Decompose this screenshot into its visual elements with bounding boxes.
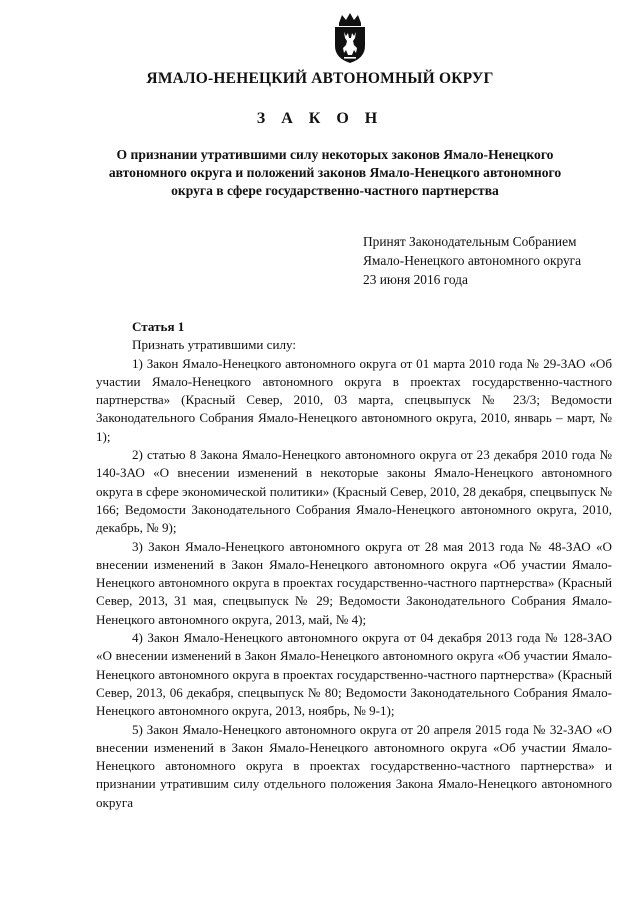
article-intro: Признать утратившими силу: (132, 337, 297, 353)
law-body (96, 318, 612, 812)
adoption-date: 23 июня 2016 года (363, 272, 468, 287)
list-item: 4) Закон Ямало-Ненецкого автономного округа от 04 декабря 2013 года № 128-ЗАО «О внесении изменений в Закон Ямало-Ненецкого автономного округа «Об участии Ямало-Ненецкого автономного округа в проектах государственно-частного партнерства» (Красный Север, 2013, 06 декабря, спецвыпуск № 80; Ведомости Законодательного Собрания Ямало-Ненецкого автономного округа, 2013, ноябрь, № 9-1); (96, 630, 612, 719)
document-type: З А К О Н (256, 110, 384, 127)
coat-of-arms-icon (330, 12, 370, 64)
list-item: 3) Закон Ямало-Ненецкого автономного округа от 28 мая 2013 года № 48-ЗАО «О внесении изменений в Закон Ямало-Ненецкого автономного округа «Об участии Ямало-Ненецкого автономного округа в проектах государственно-частного партнерства» (Красный Север, 2013, 31 мая, спецвыпуск № 29; Ведомости Законодательного Собрания Ямало-Ненецкого автономного округа, 2013, май, № 4); (96, 538, 612, 627)
adoption-block (363, 232, 581, 289)
article-heading: Статья 1 (132, 319, 185, 334)
adoption-line: Ямало-Ненецкого автономного округа (363, 253, 582, 268)
list-item: 2) статью 8 Закона Ямало-Ненецкого автономного округа от 23 декабря 2010 года № 140-ЗАО «О внесении изменений в некоторые законы Ямало-Ненецкого автономного округа в сфере экономической политики» (Красный Север, 2010, 28 декабря, спецвыпуск № 166; Ведомости Законодательного Собрания Ямало-Ненецкого автономного округа, 2010, декабрь, № 9); (96, 447, 612, 536)
adoption-line: Принят Законодательным Собранием (363, 234, 577, 249)
region-name: ЯМАЛО-НЕНЕЦКИЙ АВТОНОМНЫЙ ОКРУГ (146, 70, 494, 87)
list-item: 5) Закон Ямало-Ненецкого автономного округа от 20 апреля 2015 года № 32-ЗАО «О внесении изменений в Закон Ямало-Ненецкого автономного округа «Об участии Ямало-Ненецкого автономного округа в проектах государственно-частного партнерства» и признании утратившим силу отдельного положения Закона Ямало-Ненецкого автономного округа (96, 721, 612, 810)
list-item: 1) Закон Ямало-Ненецкого автономного округа от 01 марта 2010 года № 29-ЗАО «Об участии Ямало-Ненецкого автономного округа в проектах государственно-частного партнерства» (Красный Север, 2010, 03 марта, спецвыпуск № 23/3; Ведомости Законодательного Собрания Ямало-Ненецкого автономного округа, 2010, январь – март, № 1); (96, 355, 612, 444)
law-title: О признании утратившими силу некоторых законов Ямало-Ненецкого автономного округа и положений законов Ямало-Ненецкого автономного округа в сфере государственно-частного партнерства (108, 147, 562, 198)
